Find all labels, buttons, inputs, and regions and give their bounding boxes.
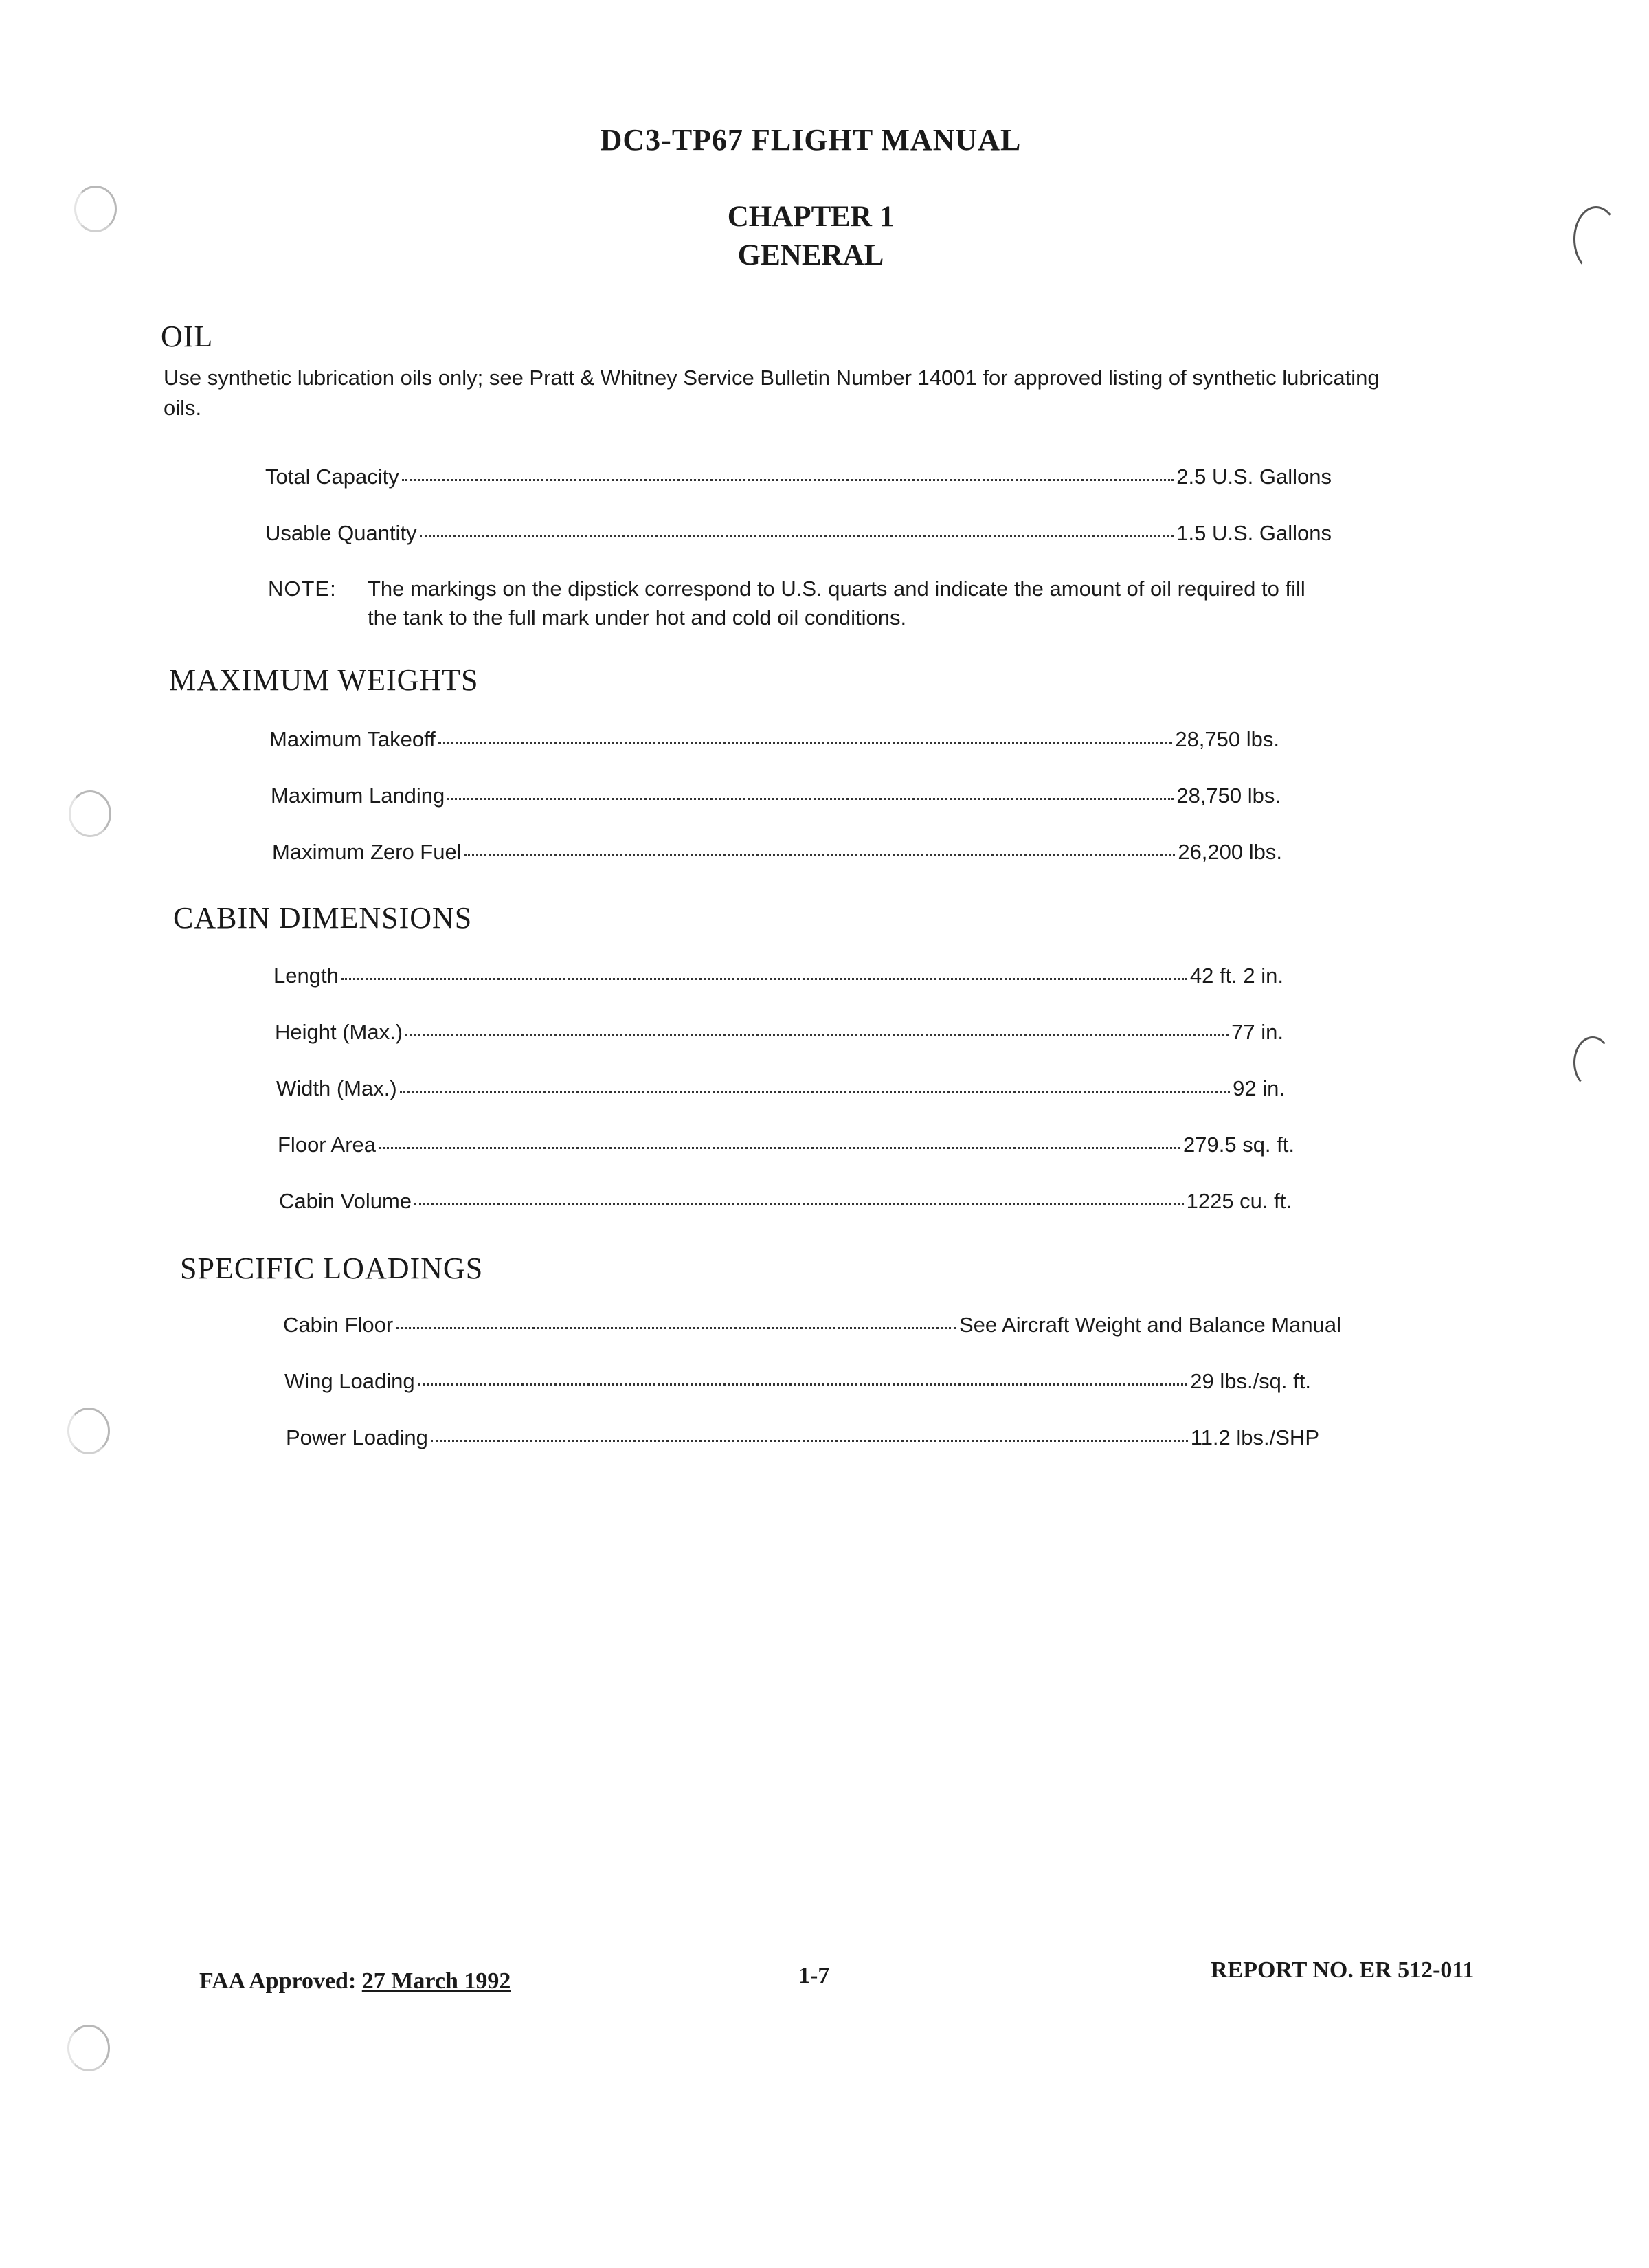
chapter-name: GENERAL	[737, 239, 884, 271]
row-label: Width (Max.)	[276, 1076, 397, 1100]
cabin-dimensions-heading: CABIN DIMENSIONS	[173, 901, 473, 935]
weights-row-takeoff	[269, 727, 1279, 752]
cabin-row-floor-area	[278, 1133, 1294, 1157]
leader-dots	[464, 854, 1176, 856]
chapter-number: CHAPTER 1	[727, 201, 895, 233]
row-label: Maximum Zero Fuel	[272, 840, 462, 864]
report-number: REPORT NO. ER 512-011	[1211, 1957, 1474, 1983]
weights-row-zero-fuel	[272, 840, 1282, 865]
cabin-row-height	[275, 1020, 1283, 1045]
row-value: 279.5 sq. ft.	[1183, 1133, 1294, 1157]
chapter-heading	[646, 198, 976, 275]
leader-dots	[405, 1034, 1229, 1036]
note-label: NOTE:	[268, 577, 337, 601]
weights-row-landing	[271, 783, 1281, 808]
binder-hole-upper-middle	[69, 790, 111, 837]
loadings-row-wing-loading	[284, 1369, 1311, 1394]
row-label: Cabin Floor	[283, 1313, 394, 1337]
oil-intro: Use synthetic lubrication oils only; see Pratt & Whitney Service Bulletin Number 14001 for approved listing of synthetic lubricating oils.	[164, 366, 1380, 420]
row-label: Maximum Takeoff	[269, 727, 436, 751]
leader-dots	[379, 1146, 1180, 1149]
cabin-row-length	[273, 964, 1283, 988]
faa-approval	[199, 1968, 511, 1994]
row-value: See Aircraft Weight and Balance Manual	[958, 1313, 1341, 1337]
row-value: 26,200 lbs.	[1178, 840, 1282, 864]
row-value: 42 ft. 2 in.	[1189, 964, 1283, 988]
leader-dots	[420, 535, 1174, 537]
edge-mark-top	[1573, 206, 1619, 272]
leader-dots	[414, 1203, 1184, 1205]
leader-dots	[431, 1439, 1188, 1442]
approved-date: 27 March 1992	[361, 1968, 511, 1994]
specific-loadings-heading: SPECIFIC LOADINGS	[180, 1252, 484, 1285]
cabin-row-width	[276, 1076, 1285, 1101]
row-label: Maximum Landing	[271, 783, 445, 808]
leader-dots	[438, 741, 1173, 744]
row-label: Floor Area	[278, 1133, 377, 1157]
manual-title: DC3-TP67 FLIGHT MANUAL	[600, 123, 1022, 157]
loadings-row-power-loading	[286, 1425, 1319, 1450]
max-weights-heading: MAXIMUM WEIGHTS	[169, 663, 479, 697]
leader-dots	[396, 1326, 956, 1329]
approved-label: FAA Approved:	[199, 1968, 357, 1994]
binder-hole-top	[74, 186, 117, 232]
leader-dots	[402, 478, 1174, 481]
row-label: Length	[273, 964, 339, 988]
row-value: 2.5 U.S. Gallons	[1176, 465, 1332, 489]
row-value: 77 in.	[1231, 1020, 1283, 1044]
row-value: 1.5 U.S. Gallons	[1176, 521, 1332, 545]
edge-mark-middle	[1573, 1036, 1612, 1089]
leader-dots	[447, 797, 1174, 800]
row-label: Total Capacity	[265, 465, 399, 489]
row-label: Power Loading	[286, 1425, 428, 1449]
row-value: 92 in.	[1233, 1076, 1285, 1100]
row-label: Usable Quantity	[265, 521, 417, 545]
oil-heading: OIL	[161, 320, 214, 353]
cabin-row-volume	[279, 1189, 1292, 1214]
oil-row-total-capacity	[265, 465, 1332, 489]
leader-dots	[400, 1090, 1230, 1093]
oil-note	[268, 575, 1340, 632]
page-number: 1-7	[798, 1963, 830, 1988]
row-value: 28,750 lbs.	[1175, 727, 1279, 751]
row-value: 29 lbs./sq. ft.	[1190, 1369, 1311, 1393]
oil-row-usable-quantity	[265, 521, 1332, 546]
binder-hole-bottom	[67, 2025, 110, 2071]
row-value: 11.2 lbs./SHP	[1190, 1425, 1319, 1449]
row-label: Cabin Volume	[279, 1189, 412, 1213]
binder-hole-lower-middle	[67, 1408, 110, 1454]
note-text: The markings on the dipstick correspond to U.S. quarts and indicate the amount of oil required to fill the tank to the full mark under hot and cold oil conditions.	[368, 577, 1305, 630]
row-value: 1225 cu. ft.	[1186, 1189, 1292, 1213]
leader-dots	[341, 977, 1187, 980]
row-label: Wing Loading	[284, 1369, 415, 1393]
row-value: 28,750 lbs.	[1176, 783, 1281, 808]
loadings-row-cabin-floor	[283, 1313, 1341, 1337]
leader-dots	[418, 1383, 1188, 1386]
row-label: Height (Max.)	[275, 1020, 403, 1044]
